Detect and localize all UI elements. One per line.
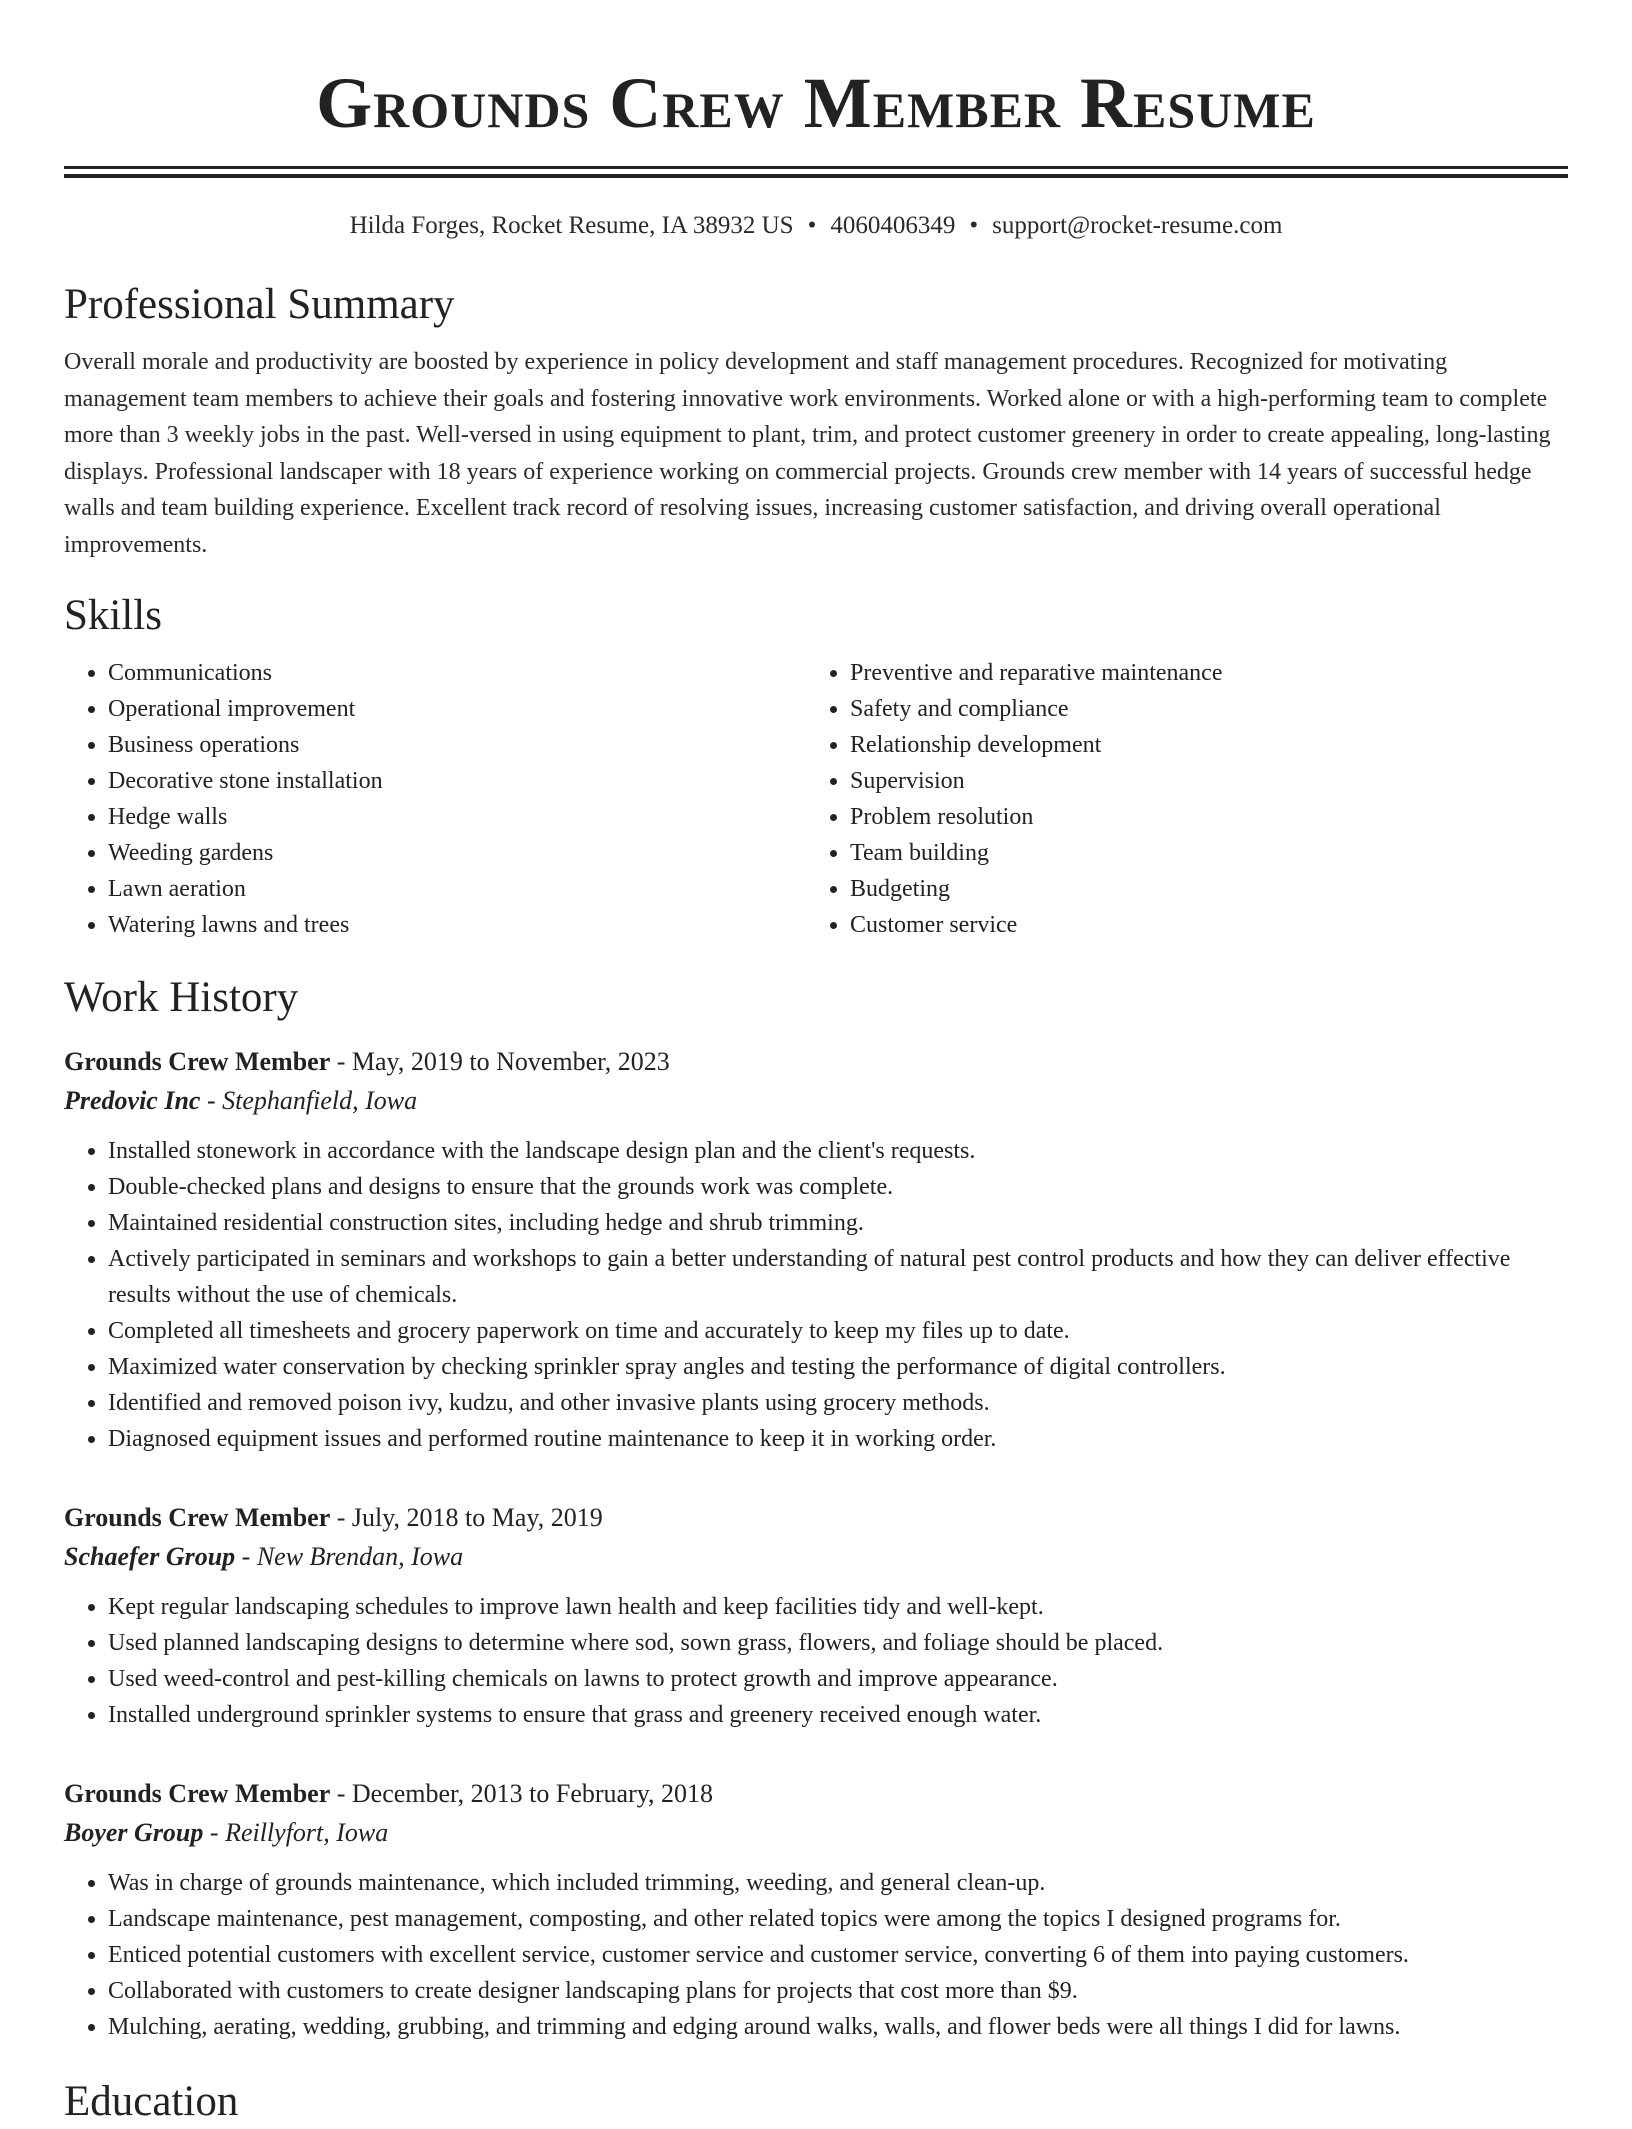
skill-item: • Lawn aeration [108,871,806,907]
skills-list [64,655,1568,943]
job-company: Predovic Inc [64,1086,201,1115]
skill-item: • Customer service [850,907,1548,943]
job-bullet: • Installed underground sprinkler systems to ensure that grass and greenery received enough water. [108,1697,1568,1733]
job-company: Schaefer Group [64,1542,236,1571]
job-bullet: • Installed stonework in accordance with the landscape design plan and the client's requests. [108,1133,1568,1169]
contact-separator: • [969,212,979,239]
job-dates: - July, 2018 to May, 2019 [330,1503,603,1532]
skill-item: • Safety and compliance [850,691,1548,727]
job-bullet: • Double-checked plans and designs to ensure that the grounds work was complete. [108,1169,1568,1205]
resume-page [64,0,1568,2129]
job-bullet: • Mulching, aerating, wedding, grubbing, and trimming and edging around walks, walls, and flower beds were all things I did for lawns. [108,2009,1568,2045]
job-title: Grounds Crew Member [64,1779,331,1808]
job-company-line [64,1081,1568,1121]
job-dates: - May, 2019 to November, 2023 [330,1047,670,1076]
job-company: Boyer Group [64,1818,204,1847]
job-bullet: • Completed all timesheets and grocery paperwork on time and accurately to keep my files up to date. [108,1313,1568,1349]
skills-column-right [806,655,1548,943]
job-title-line [64,1775,1568,1813]
job-entry [64,1775,1568,2045]
job-location: - Stephanfield, Iowa [200,1086,418,1115]
title-divider [64,166,1568,178]
job-bullet: • Used planned landscaping designs to determine where sod, sown grass, flowers, and foliage should be placed. [108,1625,1568,1661]
skill-item: • Hedge walls [108,799,806,835]
job-bullet: • Used weed-control and pest-killing chemicals on lawns to protect growth and improve appearance. [108,1661,1568,1697]
job-bullet: • Collaborated with customers to create designer landscaping plans for projects that cost more than $9. [108,1973,1568,2009]
work-history-heading: Work History [64,974,299,1021]
job-location: - Reillyfort, Iowa [203,1818,389,1847]
skills-column-left [64,655,806,943]
job-entry [64,1499,1568,1733]
job-title-line [64,1043,1568,1081]
skill-item: • Team building [850,835,1548,871]
skills-heading: Skills [64,592,162,639]
contact-phone: 4060406349 [830,212,956,239]
job-title: Grounds Crew Member [64,1503,331,1532]
job-bullet: • Identified and removed poison ivy, kudzu, and other invasive plants using grocery methods. [108,1385,1568,1421]
skill-item: • Decorative stone installation [108,763,806,799]
skill-item: • Relationship development [850,727,1548,763]
summary-heading: Professional Summary [64,281,455,328]
job-bullet: • Actively participated in seminars and workshops to gain a better understanding of natural pest control products and how they can deliver effective results without the use of chemicals. [108,1241,1568,1313]
page-title: Grounds Crew Member Resume [316,63,1316,143]
job-location: - New Brendan, Iowa [235,1542,464,1571]
job-bullet: • Maintained residential construction sites, including hedge and shrub trimming. [108,1205,1568,1241]
job-title-line [64,1499,1568,1537]
contact-email: support@rocket-resume.com [992,212,1283,239]
skill-item: • Operational improvement [108,691,806,727]
job-bullets [64,1865,1568,2045]
skill-item: • Business operations [108,727,806,763]
job-bullet: • Diagnosed equipment issues and performed routine maintenance to keep it in working order. [108,1421,1568,1457]
skill-item: • Problem resolution [850,799,1548,835]
job-dates: - December, 2013 to February, 2018 [330,1779,714,1808]
skill-item: • Weeding gardens [108,835,806,871]
summary-text: Overall morale and productivity are boosted by experience in policy development and staff management procedures. Recognized for motivating management team members to achieve their goals and fostering innovative work environments. Worked alone or with a high-performing team to complete more than 3 weekly jobs in the past. Well-versed in using equipment to plant, trim, and protect customer greenery in order to create appealing, long-lasting displays. Professional landscaper with 18 years of experience working on commercial projects. Grounds crew member with 14 years of successful hedge walls and team building experience. Excellent track record of resolving issues, increasing customer satisfaction, and driving overall operational improvements. [64,349,1551,558]
job-entry [64,1043,1568,1457]
job-title: Grounds Crew Member [64,1047,331,1076]
skill-item: • Watering lawns and trees [108,907,806,943]
job-bullet: • Kept regular landscaping schedules to improve lawn health and keep facilities tidy and well-kept. [108,1589,1568,1625]
job-bullet: • Enticed potential customers with excellent service, customer service and customer service, converting 6 of them into paying customers. [108,1937,1568,1973]
job-bullets [64,1589,1568,1733]
contact-line [64,210,1568,242]
skill-item: • Budgeting [850,871,1548,907]
job-bullets [64,1133,1568,1457]
job-company-line [64,1813,1568,1853]
job-company-line [64,1537,1568,1577]
contact-address: Hilda Forges, Rocket Resume, IA 38932 US [349,212,794,239]
job-bullet: • Was in charge of grounds maintenance, which included trimming, weeding, and general clean-up. [108,1865,1568,1901]
contact-separator: • [807,212,817,239]
skill-item: • Communications [108,655,806,691]
job-bullet: • Landscape maintenance, pest management, composting, and other related topics were among the topics I designed programs for. [108,1901,1568,1937]
education-heading: Education [64,2078,239,2125]
job-bullet: • Maximized water conservation by checking sprinkler spray angles and testing the performance of digital controllers. [108,1349,1568,1385]
skill-item: • Supervision [850,763,1548,799]
skill-item: • Preventive and reparative maintenance [850,655,1548,691]
